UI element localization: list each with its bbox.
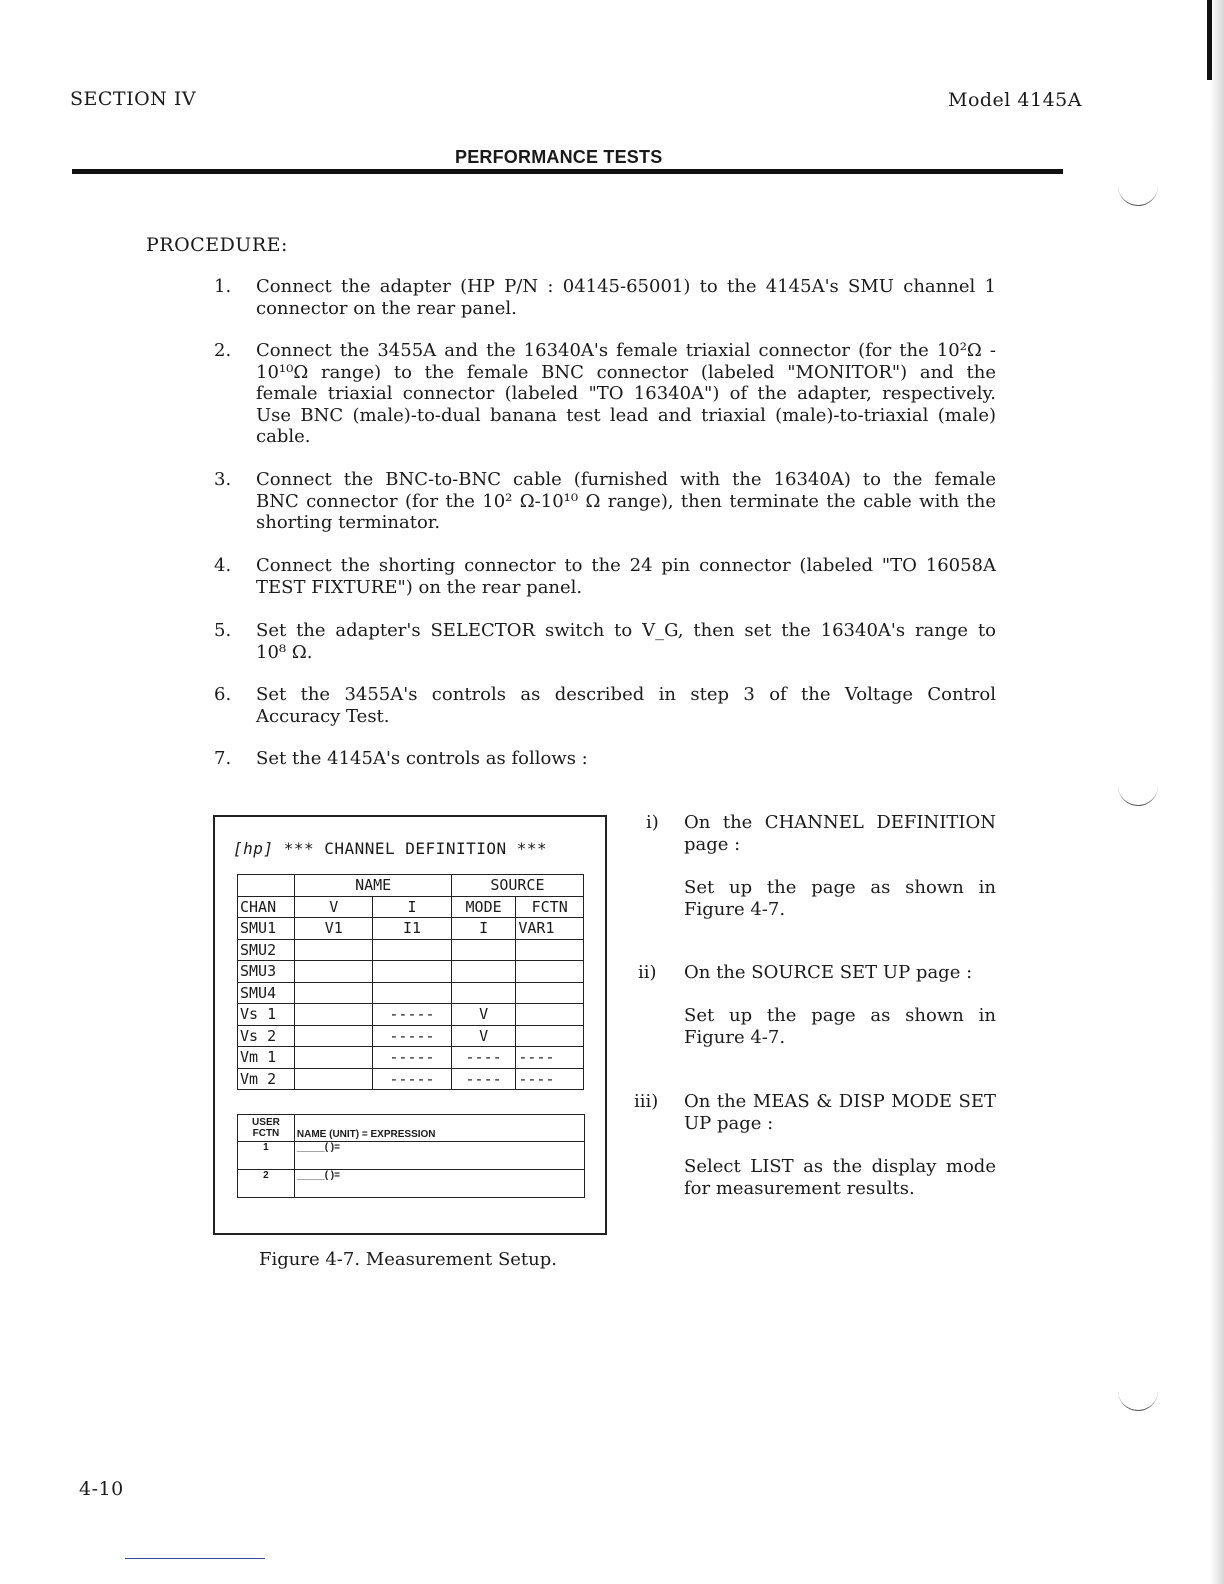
cell-i: ----- [373, 1047, 452, 1069]
cell-chan: Vs 2 [238, 1025, 295, 1047]
page-number: 4-10 [79, 1478, 124, 1500]
cell-i [373, 982, 452, 1004]
cell-chan: Vs 1 [238, 1004, 295, 1026]
cell-chan: SMU1 [238, 918, 295, 940]
user-fctn-row [238, 1170, 585, 1198]
cell-v: V1 [295, 918, 373, 940]
scan-mark [1118, 785, 1158, 806]
cell-fctn [516, 1025, 584, 1047]
user-fctn-expression-header: NAME (UNIT) = EXPRESSION [294, 1115, 584, 1142]
step-number: 7. [214, 748, 232, 769]
v-header: V [295, 896, 373, 918]
cell-chan: SMU2 [238, 939, 295, 961]
scan-mark [1118, 1390, 1158, 1411]
step-line: cable. [256, 426, 311, 447]
cell-fctn: ---- [516, 1068, 584, 1090]
note-body-line: Set up the page as shown in [684, 1005, 996, 1026]
step-line: Set the 3455A's controls as described in step 3 of the Voltage Control [256, 684, 996, 705]
note-number: ii) [638, 962, 657, 983]
scan-mark [125, 1558, 265, 1559]
header-rule [72, 169, 1063, 174]
section-label: SECTION IV [70, 88, 197, 110]
cell-i [373, 939, 452, 961]
cell-v [295, 1047, 373, 1069]
cell-mode [451, 961, 516, 983]
user-function-table [237, 1114, 585, 1198]
cell-mode: V [451, 1025, 516, 1047]
step-number: 3. [214, 469, 232, 490]
cell-fctn: ---- [516, 1047, 584, 1069]
cell-chan: Vm 1 [238, 1047, 295, 1069]
step-line: TEST FIXTURE") on the rear panel. [256, 576, 583, 598]
user-fctn-number: 1 [238, 1142, 295, 1170]
cell-chan: SMU3 [238, 961, 295, 983]
note-title-line: On the SOURCE SET UP page : [684, 962, 973, 983]
table-row [238, 939, 584, 961]
step-line: Set the 4145A's controls as follows : [256, 748, 588, 769]
table-row [238, 918, 584, 940]
step-line: female triaxial connector (labeled "TO 16340A") of the adapter, respectively. [256, 383, 996, 404]
user-fctn-expression: _____( )= [294, 1170, 584, 1198]
step-line: Connect the BNC-to-BNC cable (furnished with the 16340A) to the female [256, 469, 996, 490]
cell-mode: ---- [451, 1047, 516, 1069]
cell-i: I1 [373, 918, 452, 940]
table-row [238, 1004, 584, 1026]
cell-chan: SMU4 [238, 982, 295, 1004]
figure-heading: *** CHANNEL DEFINITION *** [283, 839, 548, 858]
step-line: connector on the rear panel. [256, 297, 517, 319]
note-number: i) [646, 812, 659, 833]
cell-fctn [516, 1004, 584, 1026]
source-group-header: SOURCE [451, 875, 583, 897]
cell-v [295, 961, 373, 983]
step-number: 1. [214, 276, 232, 297]
note-title-line: page : [684, 833, 741, 855]
step-line: Use BNC (male)-to-dual banana test lead and triaxial (male)-to-triaxial (male) [256, 404, 996, 426]
cell-fctn [516, 961, 584, 983]
scan-edge [1210, 0, 1224, 1584]
chan-header: CHAN [238, 896, 295, 918]
cell-chan: Vm 2 [238, 1068, 295, 1090]
step-number: 4. [214, 555, 232, 576]
step-line: 10¹⁰Ω range) to the female BNC connector (labeled "MONITOR") and the [256, 361, 996, 383]
channel-definition-table [237, 874, 584, 1090]
hp-logo: [hp] [233, 839, 274, 858]
note-body-line: Set up the page as shown in [684, 877, 996, 898]
step-number: 2. [214, 340, 232, 361]
step-line: Connect the shorting connector to the 24 pin connector (labeled "TO 16058A [256, 555, 996, 576]
scan-mark [1118, 185, 1158, 206]
user-fctn-label: USER FCTN [238, 1115, 295, 1142]
cell-fctn [516, 982, 584, 1004]
cell-v [295, 1025, 373, 1047]
note-title-line: UP page : [684, 1112, 774, 1134]
fctn-header: FCTN [516, 896, 584, 918]
figure-caption: Figure 4-7. Measurement Setup. [259, 1249, 557, 1270]
user-fctn-expression: _____( )= [294, 1142, 584, 1170]
model-label: Model 4145A [948, 89, 1082, 111]
procedure-label: PROCEDURE: [146, 234, 288, 256]
cell-mode: ---- [451, 1068, 516, 1090]
figure-frame [213, 815, 607, 1235]
note-title-line: On the MEAS & DISP MODE SET [684, 1091, 996, 1112]
cell-mode [451, 982, 516, 1004]
cell-mode: I [451, 918, 516, 940]
cell-i [373, 961, 452, 983]
user-fctn-number: 2 [238, 1170, 295, 1198]
cell-v [295, 939, 373, 961]
cell-fctn: VAR1 [516, 918, 584, 940]
cell-v [295, 982, 373, 1004]
step-line: 10⁸ Ω. [256, 641, 313, 663]
figure-heading-line [233, 839, 547, 858]
table-row [238, 1068, 584, 1090]
table-corner [238, 875, 295, 897]
page-title: PERFORMANCE TESTS [455, 147, 663, 167]
cell-mode [451, 939, 516, 961]
note-body-line: Figure 4-7. [684, 898, 786, 920]
step-line: Accuracy Test. [256, 705, 390, 727]
step-number: 5. [214, 620, 232, 641]
step-line: shorting terminator. [256, 512, 441, 533]
mode-header: MODE [451, 896, 516, 918]
note-title-line: On the CHANNEL DEFINITION [684, 812, 996, 833]
step-line: BNC connector (for the 10² Ω-10¹⁰ Ω range), then terminate the cable with the [256, 490, 996, 512]
table-row [238, 982, 584, 1004]
edge-mark [1207, 0, 1212, 80]
cell-i: ----- [373, 1068, 452, 1090]
note-number: iii) [634, 1091, 659, 1112]
cell-i: ----- [373, 1004, 452, 1026]
step-number: 6. [214, 684, 232, 705]
note-body-line: for measurement results. [684, 1177, 915, 1199]
table-row [238, 961, 584, 983]
table-row [238, 1025, 584, 1047]
cell-mode: V [451, 1004, 516, 1026]
step-line: Connect the 3455A and the 16340A's female triaxial connector (for the 10²Ω - [256, 340, 996, 361]
step-line: Set the adapter's SELECTOR switch to V_G, then set the 16340A's range to [256, 620, 996, 641]
name-group-header: NAME [295, 875, 451, 897]
note-body-line: Select LIST as the display mode [684, 1156, 996, 1177]
table-row [238, 1047, 584, 1069]
cell-i: ----- [373, 1025, 452, 1047]
user-fctn-row [238, 1142, 585, 1170]
note-body-line: Figure 4-7. [684, 1026, 786, 1048]
cell-fctn [516, 939, 584, 961]
cell-v [295, 1068, 373, 1090]
step-line: Connect the adapter (HP P/N : 04145-65001) to the 4145A's SMU channel 1 [256, 276, 996, 297]
i-header: I [373, 896, 452, 918]
cell-v [295, 1004, 373, 1026]
